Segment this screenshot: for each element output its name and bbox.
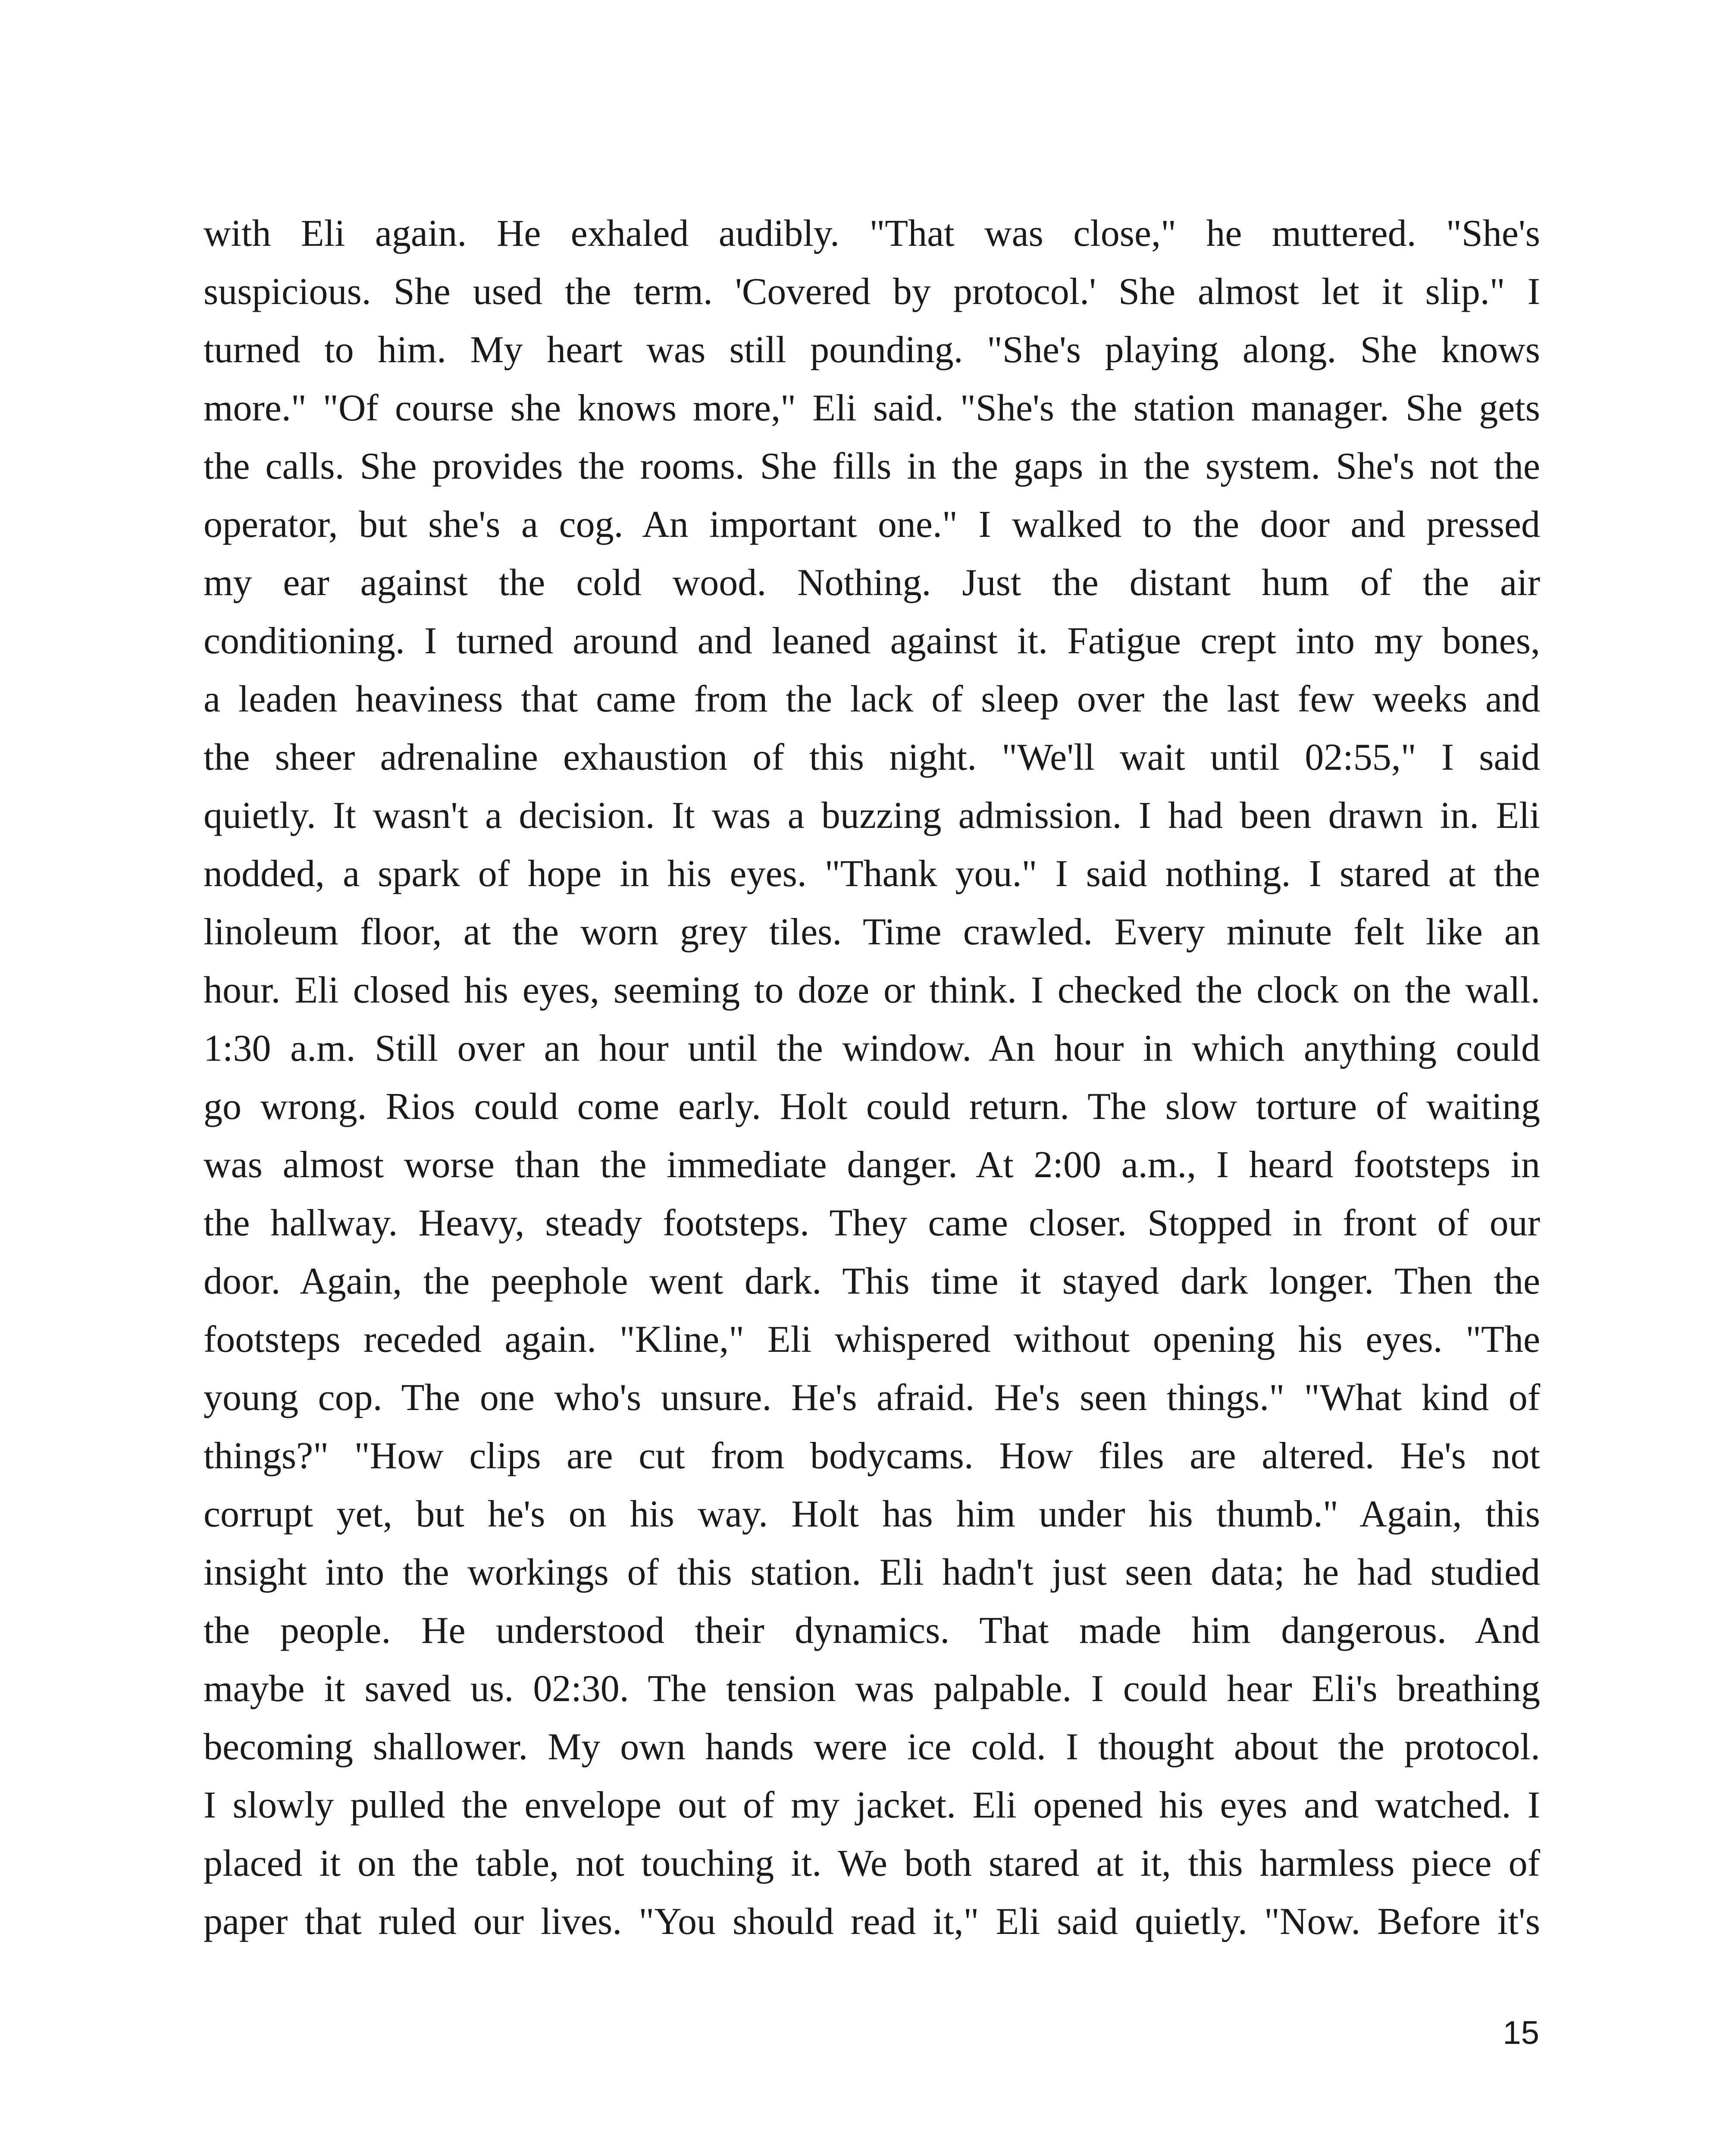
text-line: footsteps receded again. "Kline," Eli whispered without opening his eyes. "The xyxy=(204,1319,1540,1360)
text-line: hour. Eli closed his eyes, seeming to doze or think. I checked the clock on the wall. xyxy=(204,969,1540,1011)
text-line: my ear against the cold wood. Nothing. Just the distant hum of the air xyxy=(204,562,1540,604)
text-line: 1:30 a.m. Still over an hour until the window. An hour in which anything could xyxy=(204,1028,1540,1069)
page-number: 15 xyxy=(1503,2015,1539,2051)
text-line: suspicious. She used the term. 'Covered by protocol.' She almost let it slip." I xyxy=(204,271,1540,313)
body-text xyxy=(204,204,1540,1951)
text-line: maybe it saved us. 02:30. The tension was palpable. I could hear Eli's breathing xyxy=(204,1668,1540,1710)
text-line: turned to him. My heart was still pounding. "She's playing along. She knows xyxy=(204,329,1540,371)
text-line: paper that ruled our lives. "You should read it," Eli said quietly. "Now. Before it's xyxy=(204,1901,1540,1943)
text-line: more." "Of course she knows more," Eli said. "She's the station manager. She gets xyxy=(204,387,1540,429)
text-line: operator, but she's a cog. An important one." I walked to the door and pressed xyxy=(204,504,1540,545)
text-line: young cop. The one who's unsure. He's afraid. He's seen things." "What kind of xyxy=(204,1377,1540,1419)
text-line: nodded, a spark of hope in his eyes. "Thank you." I said nothing. I stared at the xyxy=(204,853,1540,895)
text-line: the sheer adrenaline exhaustion of this night. "We'll wait until 02:55," I said xyxy=(204,736,1540,778)
text-line: quietly. It wasn't a decision. It was a buzzing admission. I had been drawn in. Eli xyxy=(204,795,1540,837)
text-line: door. Again, the peephole went dark. This time it stayed dark longer. Then the xyxy=(204,1260,1540,1302)
text-line: corrupt yet, but he's on his way. Holt has him under his thumb." Again, this xyxy=(204,1493,1540,1535)
text-line: with Eli again. He exhaled audibly. "That was close," he muttered. "She's xyxy=(204,213,1540,254)
text-line: the people. He understood their dynamics. That made him dangerous. And xyxy=(204,1610,1540,1651)
text-line: insight into the workings of this station. Eli hadn't just seen data; he had studied xyxy=(204,1551,1540,1593)
text-line: go wrong. Rios could come early. Holt could return. The slow torture of waiting xyxy=(204,1086,1540,1128)
text-line: things?" "How clips are cut from bodycams. How files are altered. He's not xyxy=(204,1435,1540,1477)
text-line: a leaden heaviness that came from the lack of sleep over the last few weeks and xyxy=(204,678,1540,720)
text-line: the calls. She provides the rooms. She fills in the gaps in the system. She's not the xyxy=(204,445,1540,487)
text-line: the hallway. Heavy, steady footsteps. They came closer. Stopped in front of our xyxy=(204,1202,1540,1244)
text-line: was almost worse than the immediate danger. At 2:00 a.m., I heard footsteps in xyxy=(204,1144,1540,1186)
text-line: conditioning. I turned around and leaned against it. Fatigue crept into my bones, xyxy=(204,620,1540,662)
text-line: becoming shallower. My own hands were ice cold. I thought about the protocol. xyxy=(204,1726,1540,1768)
text-line: linoleum floor, at the worn grey tiles. Time crawled. Every minute felt like an xyxy=(204,911,1540,953)
text-line: I slowly pulled the envelope out of my jacket. Eli opened his eyes and watched. I xyxy=(204,1784,1540,1826)
text-line: placed it on the table, not touching it. We both stared at it, this harmless piece of xyxy=(204,1843,1540,1884)
